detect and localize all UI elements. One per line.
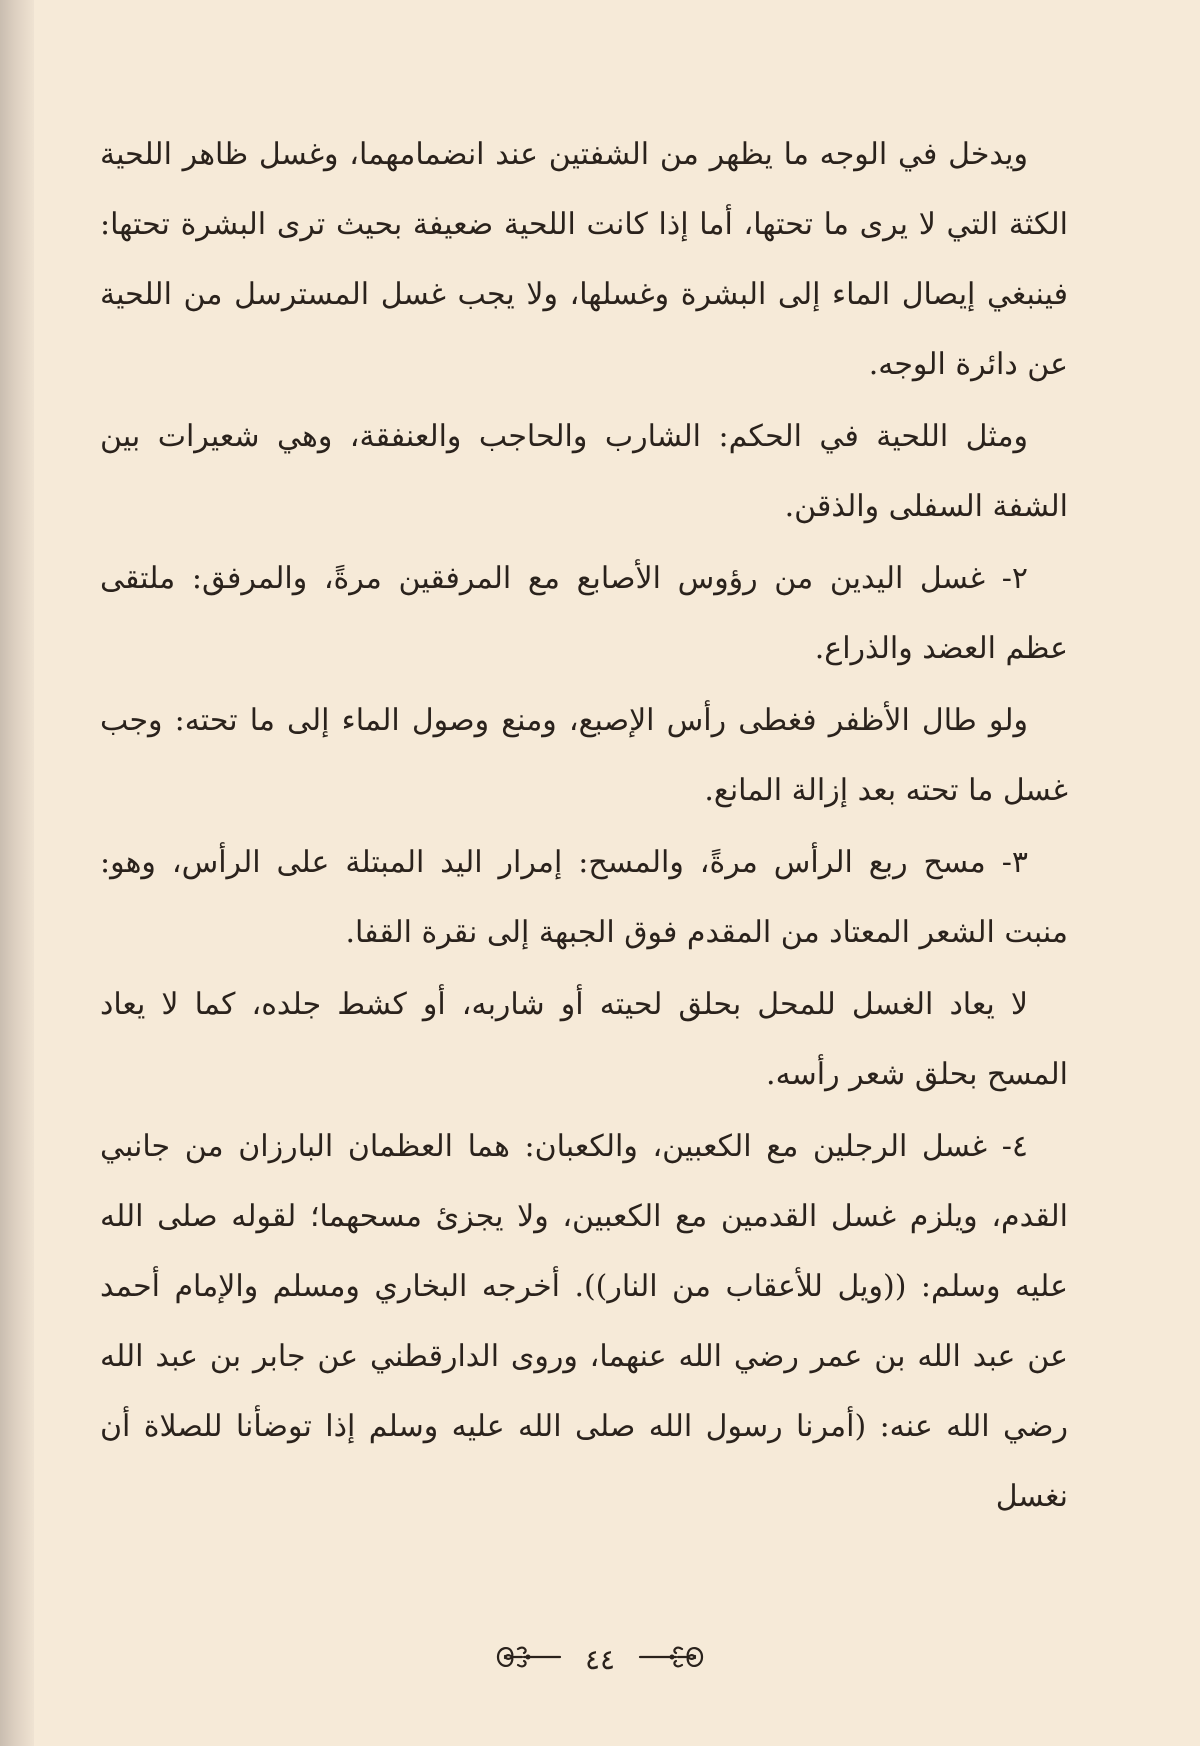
floral-ornament-icon (636, 1639, 706, 1679)
paragraph-wiping-head: ٣- مسح ربع الرأس مرةً، والمسح: إمرار اليد المبتلة على الرأس، وهو: منبت الشعر المعتاد من المقدم فوق الجبهة إلى نقرة القفا. (100, 845, 1068, 950)
page-body (100, 120, 1068, 1534)
binding-gutter (0, 0, 34, 1746)
paragraph-shaving: لا يعاد الغسل للمحل بحلق لحيته أو شاربه، أو كشط جلده، كما لا يعاد المسح بحلق شعر رأسه. (100, 987, 1068, 1092)
paragraph-mustache-eyebrow: ومثل اللحية في الحكم: الشارب والحاجب والعنفقة، وهي شعيرات بين الشفة السفلى والذقن. (100, 419, 1068, 524)
paragraph-washing-feet: ٤- غسل الرجلين مع الكعبين، والكعبان: هما العظمان البارزان من جانبي القدم، ويلزم غسل القدمين مع الكعبين، ولا يجزئ مسحهما؛ لقوله صلى الله عليه وسلم: ((ويل للأعقاب من النار)). أخرجه البخاري ومسلم والإمام أحمد عن عبد الله بن عمر رضي الله عنهما، وروى الدارقطني عن جابر بن عبد الله رضي الله عنه: (أمرنا رسول الله صلى الله عليه وسلم إذا توضأنا للصلاة أن نغسل (100, 1129, 1068, 1514)
floral-ornament-icon (494, 1639, 564, 1679)
paragraph-washing-hands: ٢- غسل اليدين من رؤوس الأصابع مع المرفقين مرةً، والمرفق: ملتقى عظم العضد والذراع. (100, 561, 1068, 666)
paragraph-face-beard: ويدخل في الوجه ما يظهر من الشفتين عند انضمامهما، وغسل ظاهر اللحية الكثة التي لا يرى ما تحتها، أما إذا كانت اللحية ضعيفة بحيث ترى البشرة تحتها: فينبغي إيصال الماء إلى البشرة وغسلها، ولا يجب غسل المسترسل من اللحية عن دائرة الوجه. (100, 137, 1069, 382)
page-number: ٤٤ (584, 1642, 616, 1676)
paragraph-long-nails: ولو طال الأظفر فغطى رأس الإصبع، ومنع وصول الماء إلى ما تحته: وجب غسل ما تحته بعد إزالة المانع. (100, 703, 1068, 808)
page-footer (0, 1634, 1200, 1684)
